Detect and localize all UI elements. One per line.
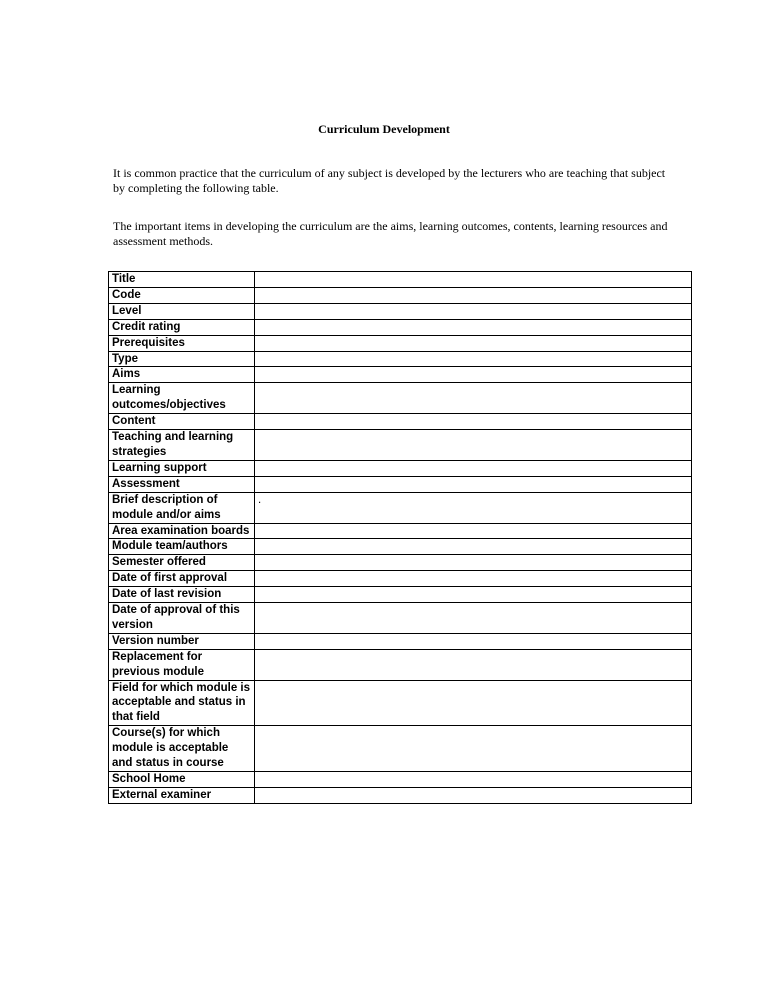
field-label: Type <box>109 351 255 367</box>
field-value[interactable] <box>255 555 692 571</box>
field-value[interactable] <box>255 571 692 587</box>
table-row <box>109 787 692 803</box>
table-row <box>109 587 692 603</box>
field-value[interactable] <box>255 319 692 335</box>
field-label: External examiner <box>109 787 255 803</box>
table-row <box>109 523 692 539</box>
table-row <box>109 571 692 587</box>
field-label: Title <box>109 272 255 288</box>
table-row <box>109 287 692 303</box>
field-value[interactable] <box>255 680 692 726</box>
table-row <box>109 633 692 649</box>
field-label: Brief description of module and/or aims <box>109 492 255 523</box>
field-label: Assessment <box>109 476 255 492</box>
field-value[interactable] <box>255 383 692 414</box>
field-value[interactable] <box>255 367 692 383</box>
table-row <box>109 460 692 476</box>
table-row <box>109 319 692 335</box>
table-row <box>109 649 692 680</box>
field-value[interactable] <box>255 772 692 788</box>
field-label: Credit rating <box>109 319 255 335</box>
table-row <box>109 772 692 788</box>
field-label: Date of last revision <box>109 587 255 603</box>
field-label: Teaching and learning strategies <box>109 430 255 461</box>
field-label: Content <box>109 414 255 430</box>
table-row <box>109 303 692 319</box>
field-label: Aims <box>109 367 255 383</box>
field-label: Learning support <box>109 460 255 476</box>
table-row <box>109 726 692 772</box>
field-value[interactable] <box>255 460 692 476</box>
field-value[interactable] <box>255 523 692 539</box>
table-row <box>109 555 692 571</box>
field-label: Course(s) for which module is acceptable and status in course <box>109 726 255 772</box>
table-row <box>109 680 692 726</box>
field-value[interactable] <box>255 476 692 492</box>
field-value[interactable] <box>255 633 692 649</box>
field-label: Date of approval of this version <box>109 603 255 634</box>
curriculum-table-body <box>109 272 692 804</box>
field-value[interactable] <box>255 287 692 303</box>
field-value[interactable] <box>255 787 692 803</box>
field-label: School Home <box>109 772 255 788</box>
table-row <box>109 414 692 430</box>
table-row <box>109 351 692 367</box>
table-row <box>109 430 692 461</box>
table-row <box>109 603 692 634</box>
field-value[interactable] <box>255 726 692 772</box>
field-value[interactable]: . <box>255 492 692 523</box>
table-row <box>109 539 692 555</box>
curriculum-table <box>108 271 692 804</box>
table-row <box>109 367 692 383</box>
field-label: Field for which module is acceptable and status in that field <box>109 680 255 726</box>
field-value[interactable] <box>255 603 692 634</box>
table-row <box>109 272 692 288</box>
field-value[interactable] <box>255 351 692 367</box>
table-row <box>109 383 692 414</box>
field-value[interactable] <box>255 272 692 288</box>
table-row <box>109 335 692 351</box>
field-label: Module team/authors <box>109 539 255 555</box>
field-label: Code <box>109 287 255 303</box>
field-value[interactable] <box>255 649 692 680</box>
field-value[interactable] <box>255 335 692 351</box>
field-value[interactable] <box>255 430 692 461</box>
field-value[interactable] <box>255 303 692 319</box>
field-label: Prerequisites <box>109 335 255 351</box>
field-label: Semester offered <box>109 555 255 571</box>
field-value[interactable] <box>255 414 692 430</box>
table-row <box>109 492 692 523</box>
field-label: Level <box>109 303 255 319</box>
field-label: Version number <box>109 633 255 649</box>
field-label: Replacement for previous module <box>109 649 255 680</box>
field-value[interactable] <box>255 587 692 603</box>
field-label: Date of first approval <box>109 571 255 587</box>
items-paragraph: The important items in developing the curriculum are the aims, learning outcomes, contents, learning resources and assessment methods. <box>113 219 668 248</box>
field-label: Area examination boards <box>109 523 255 539</box>
table-row <box>109 476 692 492</box>
field-value[interactable] <box>255 539 692 555</box>
field-label: Learning outcomes/objectives <box>109 383 255 414</box>
intro-paragraph: It is common practice that the curriculum of any subject is developed by the lecturers who are teaching that subject by completing the following table. <box>113 166 666 195</box>
page-title: Curriculum Development <box>318 122 450 136</box>
